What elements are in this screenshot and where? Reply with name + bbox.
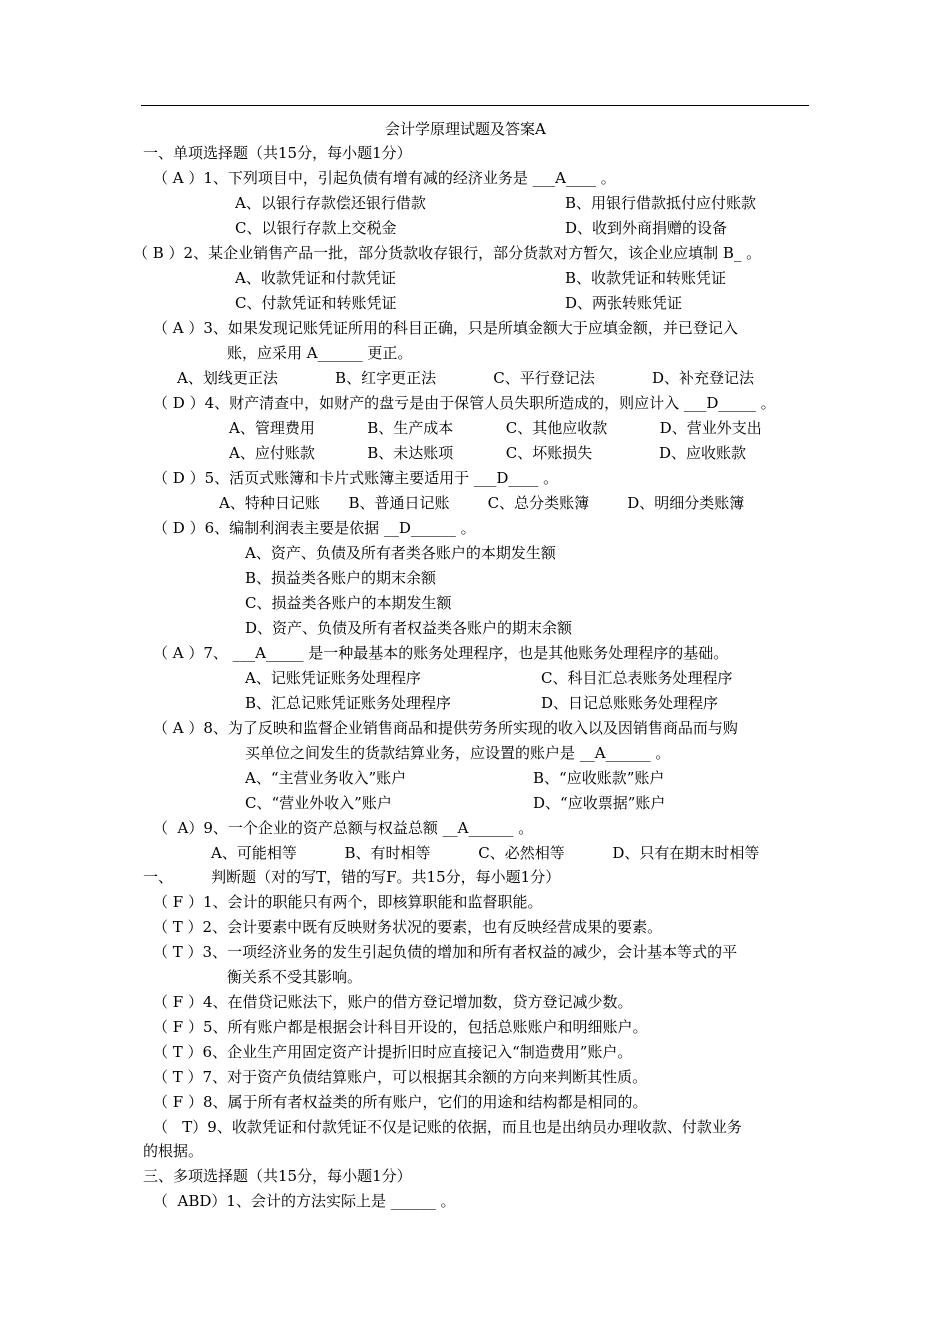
question: （ A ）1、下列项目中，引起负债有增有减的经济业务是 ___A____ 。	[153, 169, 616, 187]
judgement-item: （ T ）2、会计要素中既有反映财务状况的要素，也有反映经营成果的要素。	[153, 918, 663, 936]
header-rule	[141, 105, 809, 106]
question: （ A）9、一个企业的资产总额与权益总额 __A______ 。	[153, 819, 534, 837]
option: A、以银行存款偿还银行借款	[235, 194, 426, 212]
judgement-item: （ F ）8、属于所有者权益类的所有账户，它们的用途和结构都是相同的。	[153, 1093, 648, 1111]
option: A、资产、负债及所有者类各账户的本期发生额	[245, 544, 556, 562]
option: A、记账凭证账务处理程序	[245, 669, 421, 687]
option: C、科目汇总表账务处理程序	[541, 669, 733, 687]
option: C、以银行存款上交税金	[235, 219, 397, 237]
options-row: A、应付账款 B、未达账项 C、坏账损失 D、应收账款	[229, 444, 747, 462]
section-heading: 一、 判断题（对的写T，错的写F。共15分，每小题1分）	[143, 868, 561, 886]
options-row: A、划线更正法 B、红字更正法 C、平行登记法 D、补充登记法	[177, 369, 755, 387]
option: B、用银行借款抵付应付账款	[565, 194, 757, 212]
question: （ D ）4、财产清查中，如财产的盘亏是由于保管人员失职所造成的，则应计入 ___D_____ 。	[153, 394, 776, 412]
judgement-item: （ F ）4、在借贷记账法下，账户的借方登记增加数，贷方登记减少数。	[153, 993, 633, 1011]
question: （ D ）6、编制利润表主要是依据 __D______ 。	[153, 519, 476, 537]
section-heading: 三、多项选择题（共15分，每小题1分）	[143, 1167, 412, 1185]
option: C、付款凭证和转账凭证	[235, 294, 397, 312]
option: B、损益类各账户的期末余额	[245, 569, 437, 587]
question-continued: 买单位之间发生的货款结算业务，应设置的账户是 __A______ 。	[245, 744, 671, 762]
question: （ A ）7、 ___A_____ 是一种最基本的账务处理程序，也是其他账务处理程序的基础。	[153, 644, 729, 662]
judgement-item: （ T ）6、企业生产用固定资产计提折旧时应直接记入“制造费用”账户。	[153, 1043, 633, 1061]
judgement-item: （ T）9、收款凭证和付款凭证不仅是记账的依据，而且也是出纳员办理收款、付款业务	[153, 1118, 742, 1136]
judgement-item: （ T ）7、对于资产负债结算账户，可以根据其余额的方向来判断其性质。	[153, 1068, 648, 1086]
option: B、汇总记账凭证账务处理程序	[245, 694, 452, 712]
page-title: 会计学原理试题及答案A	[385, 120, 546, 138]
option: A、收款凭证和付款凭证	[235, 269, 396, 287]
judgement-item-continued: 衡关系不受其影响。	[227, 968, 363, 986]
option: C、损益类各账户的本期发生额	[245, 594, 452, 612]
option: B、收款凭证和转账凭证	[565, 269, 727, 287]
options-row: A、特种日记账 B、普通日记账 C、总分类账簿 D、明细分类账簿	[219, 494, 745, 512]
question-continued: 账，应采用 A______ 更正。	[227, 344, 413, 362]
option: D、收到外商捐赠的设备	[565, 219, 728, 237]
question: （ ABD）1、会计的方法实际上是 ______ 。	[153, 1192, 456, 1210]
judgement-item-continued: 的根据。	[143, 1142, 204, 1160]
option: D、“应收票据”账户	[533, 794, 666, 812]
question: （ B ）2、某企业销售产品一批，部分货款收存银行，部分货款对方暂欠，该企业应填制 B_ 。	[133, 244, 762, 262]
option: D、日记总账账务处理程序	[541, 694, 719, 712]
question: （ A ）3、如果发现记账凭证所用的科目正确，只是所填金额大于应填金额，并已登记入	[153, 319, 738, 337]
judgement-item: （ F ）5、所有账户都是根据会计科目开设的，包括总账账户和明细账户。	[153, 1018, 648, 1036]
judgement-item: （ F ）1、会计的职能只有两个，即核算职能和监督职能。	[153, 893, 543, 911]
section-heading: 一、单项选择题（共15分，每小题1分）	[143, 144, 412, 162]
options-row: A、可能相等 B、有时相等 C、必然相等 D、只有在期末时相等	[211, 844, 760, 862]
options-row: A、管理费用 B、生产成本 C、其他应收款 D、营业外支出	[229, 419, 762, 437]
option: A、“主营业务收入”账户	[245, 769, 407, 787]
judgement-item: （ T ）3、一项经济业务的发生引起负债的增加和所有者权益的减少，会计基本等式的平	[153, 943, 738, 961]
option: D、两张转账凭证	[565, 294, 683, 312]
question: （ A ）8、为了反映和监督企业销售商品和提供劳务所实现的收入以及因销售商品而与购	[153, 719, 738, 737]
option: D、资产、负债及所有者权益类各账户的期末余额	[245, 619, 573, 637]
option: B、“应收账款”账户	[533, 769, 665, 787]
question: （ D ）5、活页式账簿和卡片式账簿主要适用于 ___D____ 。	[153, 469, 559, 487]
option: C、“营业外收入”账户	[245, 794, 392, 812]
